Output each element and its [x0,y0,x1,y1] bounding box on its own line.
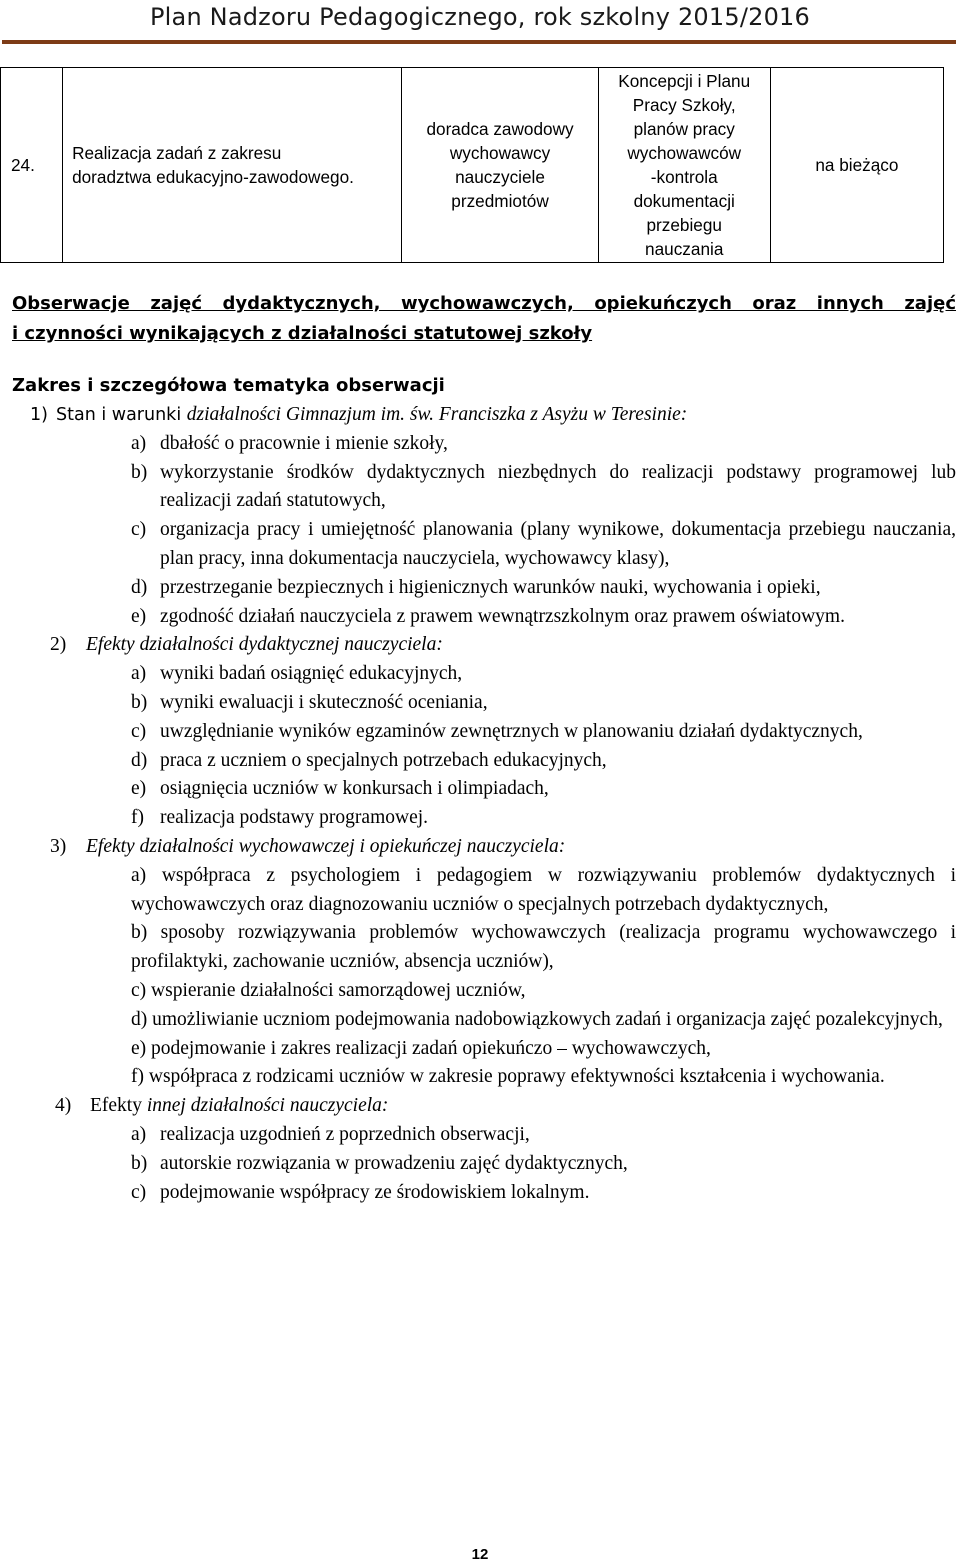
row-number: 24. [1,68,63,263]
row-form-text: Koncepcji i Planu Pracy Szkoły, planów pracy wychowawców -kontrola dokumentacji przebiegu nauczania [618,71,751,259]
list-item: a) realizacja uzgodnień z poprzednich obserwacji, [131,1123,530,1145]
list-item: b) autorskie rozwiązania w prowadzeniu zajęć dydaktycznych, [131,1152,628,1174]
section-number: 1) [30,405,48,425]
list-item: c) organizacja pracy i umiejętność planowania (plany wynikowe, dokumentacja przebiegu nauczania, plan pracy, inna dokumentacja nauczyciela, wychowawcy klasy), [131,519,956,569]
list-item: b) wyniki ewaluacji i skuteczność oceniania, [131,691,488,713]
header-divider [2,40,956,44]
row-term: na bieżąco [770,68,943,263]
section-heading-plain: Stan i warunki [56,405,187,425]
section-4 [0,1092,960,1207]
row-task-text: Realizacja zadań z zakresu doradztwa edukacyjno-zawodowego. [72,143,354,187]
section-2 [0,631,960,833]
page-header-title: Plan Nadzoru Pedagogicznego, rok szkolny 2015/2016 [150,3,810,31]
section-heading-italic: Efekty działalności dydaktycznej nauczyciela: [86,634,443,656]
list-item: b) sposoby rozwiązywania problemów wychowawczych (realizacja programu wychowawczego i profilaktyki, zachowanie uczniów, absencja uczniów), [131,922,956,973]
plan-table [0,67,944,263]
list-item: d) umożliwianie uczniom podejmowania nadobowiązkowych zadań i organizacja zajęć pozalekcyjnych, [131,1008,943,1030]
list-item: f) współpraca z rodzicami uczniów w zakresie poprawy efektywności kształcenia i wychowania. [131,1066,885,1088]
observation-title-line2: i czynności wynikających z działalności statutowej szkoły [12,323,593,344]
list-item: a) wyniki badań osiągnięć edukacyjnych, [131,663,463,685]
list-item: e) osiągnięcia uczniów w konkursach i olimpiadach, [131,778,549,800]
section-number: 2) [50,634,67,656]
row-task [63,68,402,263]
table-row [1,68,944,263]
row-form [598,68,770,263]
observation-scope-list [0,401,960,1207]
list-item: e) podejmowanie i zakres realizacji zadań opiekuńczo – wychowawczych, [131,1037,711,1059]
observation-title-line1: Obserwacje zajęć dydaktycznych, wychowawczych, opiekuńczych oraz innych zajęć [12,293,956,314]
section-heading-italic: Efekty działalności wychowawczej i opiekuńczej nauczyciela: [86,835,566,857]
section-1 [0,401,960,631]
list-item: c) uwzględnianie wyników egzaminów zewnętrznych w planowaniu działań dydaktycznych, [131,720,863,742]
list-item: c) wspieranie działalności samorządowej uczniów, [131,979,526,1001]
row-responsible-text: doradca zawodowy wychowawcy nauczyciele przedmiotów [426,119,574,211]
list-item: e) zgodność działań nauczyciela z prawem wewnątrzszkolnym oraz prawem oświatowym. [131,605,845,627]
section-3 [0,833,960,1092]
observation-title [12,289,956,349]
list-item: b) wykorzystanie środków dydaktycznych niezbędnych do realizacji podstawy programowej lub realizacji zadań statutowych, [131,461,956,512]
section-number: 3) [50,835,67,857]
list-item: a) współpraca z psychologiem i pedagogiem w rozwiązywaniu problemów dydaktycznych i wychowawczych oraz diagnozowaniu uczniów o specjalnych potrzebach dydaktycznych, [131,864,957,915]
section-heading-italic: działalności Gimnazjum im. św. Franciszka z Asyżu w Teresinie: [186,404,688,425]
section-heading-plain: Efekty [90,1095,147,1117]
row-responsible [402,68,598,263]
list-item: a) dbałość o pracownie i mienie szkoły, [131,432,448,454]
section-heading-italic: innej działalności nauczyciela: [146,1095,389,1117]
list-item: c) podejmowanie współpracy ze środowiskiem lokalnym. [131,1181,590,1203]
list-item: d) przestrzeganie bezpiecznych i higienicznych warunków nauki, wychowania i opieki, [131,576,821,598]
page-number: 12 [471,1546,489,1563]
section-number: 4) [55,1095,72,1117]
scope-title: Zakres i szczegółowa tematyka obserwacji [12,375,445,396]
list-item: f) realizacja podstawy programowej. [131,807,429,829]
list-item: d) praca z uczniem o specjalnych potrzebach edukacyjnych, [131,749,607,771]
